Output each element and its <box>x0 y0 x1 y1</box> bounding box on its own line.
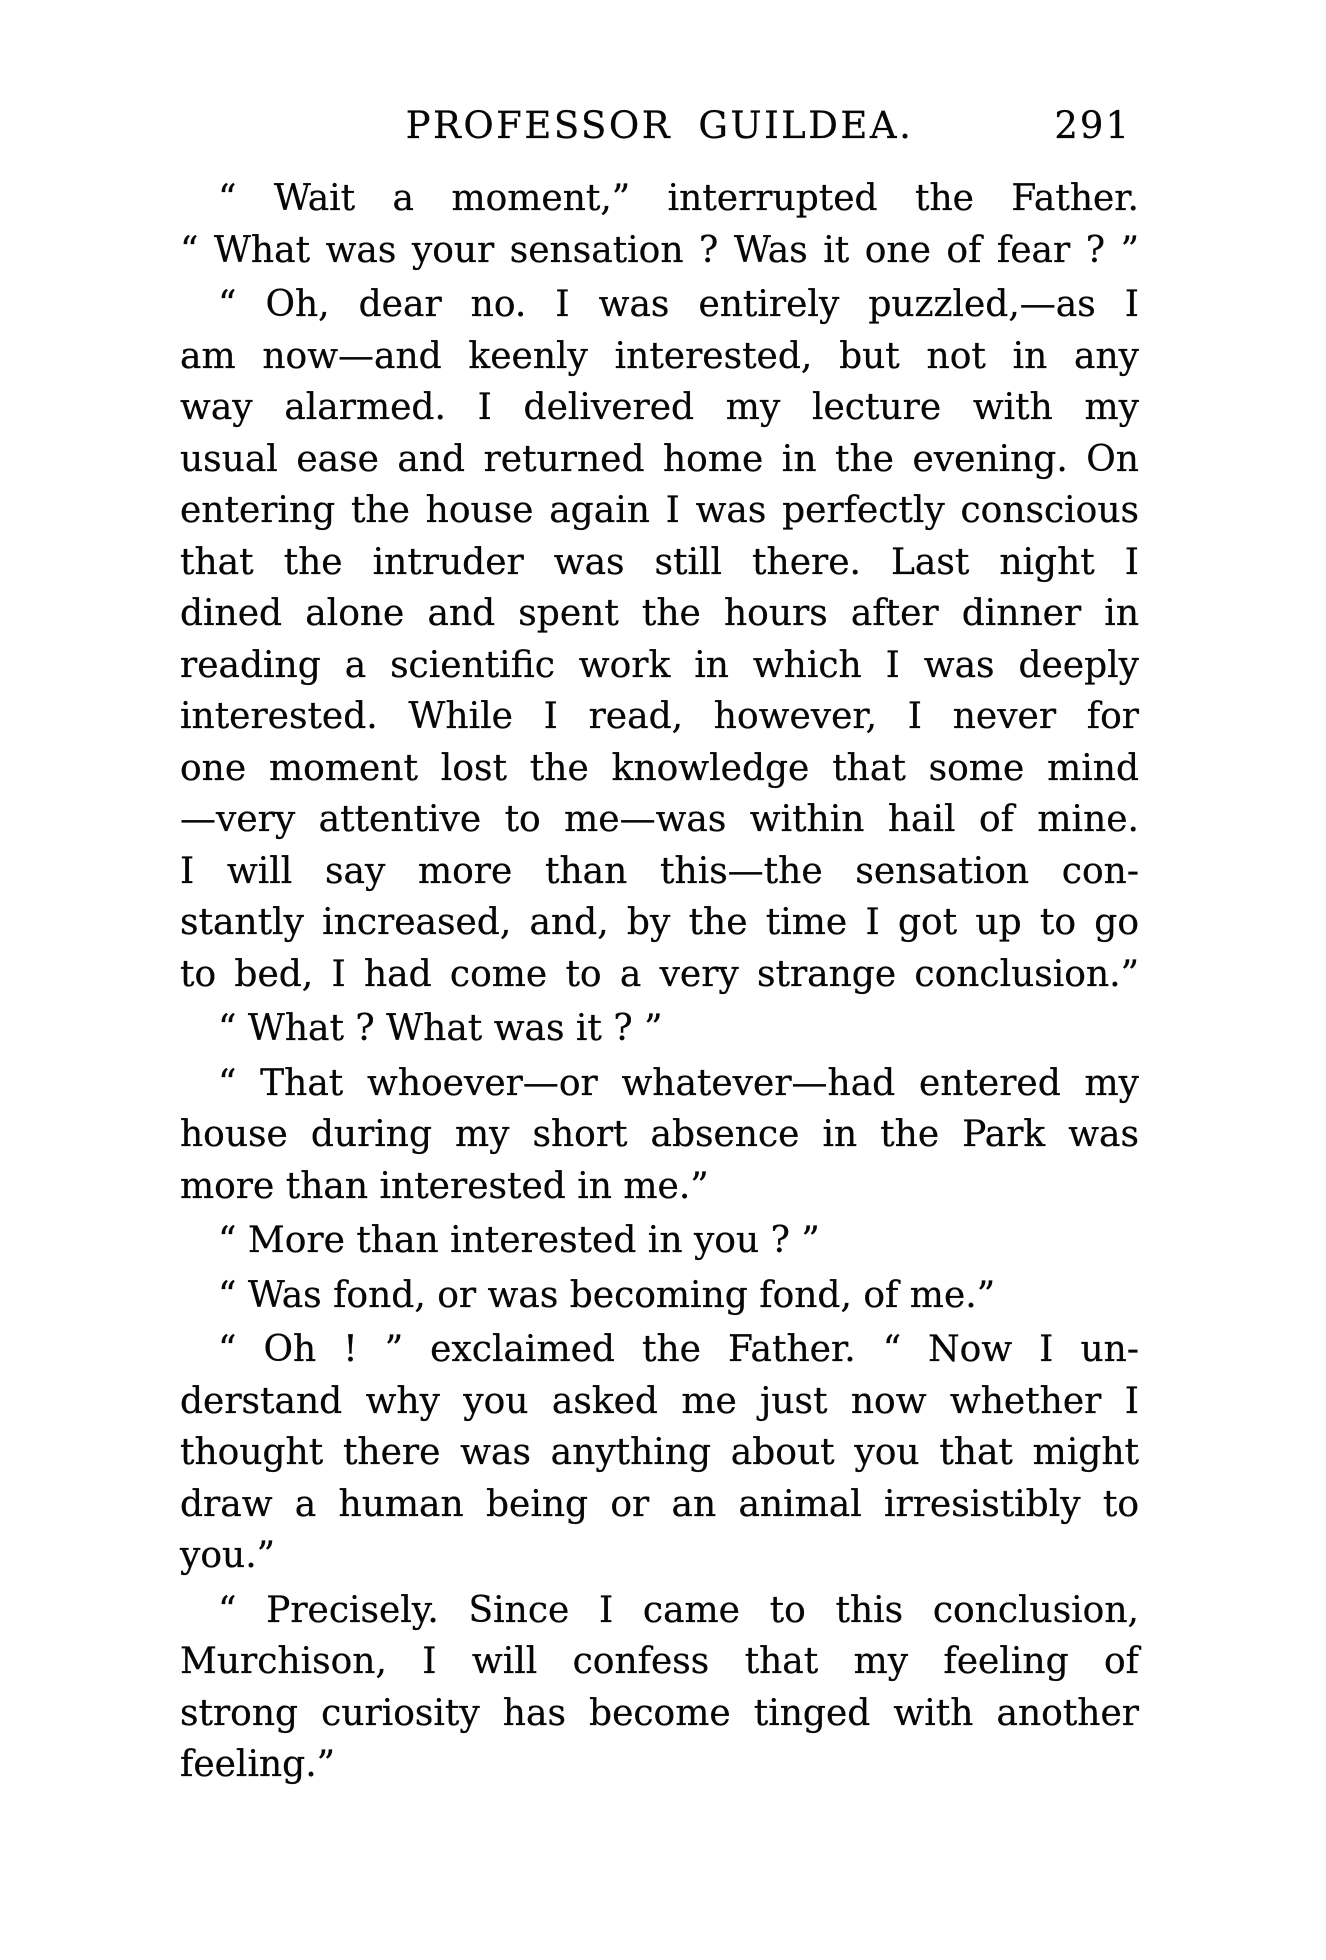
text-line: house during my short absence in the Park was <box>180 1114 1139 1155</box>
paragraph <box>180 1270 1139 1322</box>
page-text-block <box>180 173 1139 1794</box>
text-line: dined alone and spent the hours after dinner in <box>180 593 1139 634</box>
text-line: one moment lost the knowledge that some mind <box>180 747 1139 789</box>
text-line: thought there was anything about you that might <box>180 1432 1139 1473</box>
text-line: entering the house again I was perfectly conscious <box>180 490 1139 531</box>
text-line: I will say more than this—the sensation con- <box>180 850 1139 892</box>
text-line: to bed, I had come to a very strange conclusion.” <box>180 953 1139 995</box>
text-line: draw a human being or an animal irresistibly to <box>180 1483 1139 1525</box>
text-line: reading a scientific work in which I was deeply <box>180 644 1139 686</box>
text-line: strong curiosity has become tinged with another <box>180 1692 1139 1734</box>
text-line: interested. While I read, however, I never for <box>180 696 1139 737</box>
text-line: that the intruder was still there. Last night I <box>180 541 1139 583</box>
text-line: “ That whoever—or whatever—had entered my <box>218 1062 1139 1104</box>
text-line: “ Oh, dear no. I was entirely puzzled,—as I <box>218 284 1139 325</box>
text-line: derstand why you asked me just now whether I <box>180 1380 1139 1422</box>
page-number: 291 <box>1054 104 1131 147</box>
text-line: more than interested in me.” <box>180 1165 709 1207</box>
text-line: “ What was your sensation ? Was it one of fear ? ” <box>180 229 1139 271</box>
paragraph <box>180 1215 1139 1267</box>
text-line: Murchison, I will confess that my feeling of <box>180 1641 1139 1682</box>
paragraph <box>180 173 1139 276</box>
text-line: usual ease and returned home in the evening. On <box>180 438 1139 480</box>
text-line: “ Wait a moment,” interrupted the Father. <box>218 178 1139 219</box>
text-line: stantly increased, and, by the time I got up to go <box>180 902 1139 943</box>
paragraph <box>180 1003 1139 1055</box>
paragraph <box>180 279 1139 1000</box>
text-line: —very attentive to me—was within hail of mine. <box>180 799 1139 840</box>
text-line: “ Precisely. Since I came to this conclusion, <box>218 1589 1139 1631</box>
text-line: way alarmed. I delivered my lecture with my <box>180 387 1139 428</box>
text-line: “ More than interested in you ? ” <box>218 1220 820 1261</box>
text-line: “ Was fond, or was becoming fond, of me.” <box>218 1274 996 1316</box>
paragraph <box>180 1585 1139 1791</box>
running-head-title: PROFESSOR GUILDEA. <box>405 104 914 147</box>
text-line: “ What ? What was it ? ” <box>218 1008 663 1049</box>
text-line: “ Oh ! ” exclaimed the Father. “ Now I un- <box>218 1329 1139 1370</box>
text-line: feeling.” <box>180 1744 336 1785</box>
text-line: you.” <box>180 1535 276 1576</box>
running-head <box>180 100 1139 152</box>
paragraph <box>180 1058 1139 1213</box>
paragraph <box>180 1324 1139 1582</box>
text-line: am now—and keenly interested, but not in any <box>180 335 1139 377</box>
